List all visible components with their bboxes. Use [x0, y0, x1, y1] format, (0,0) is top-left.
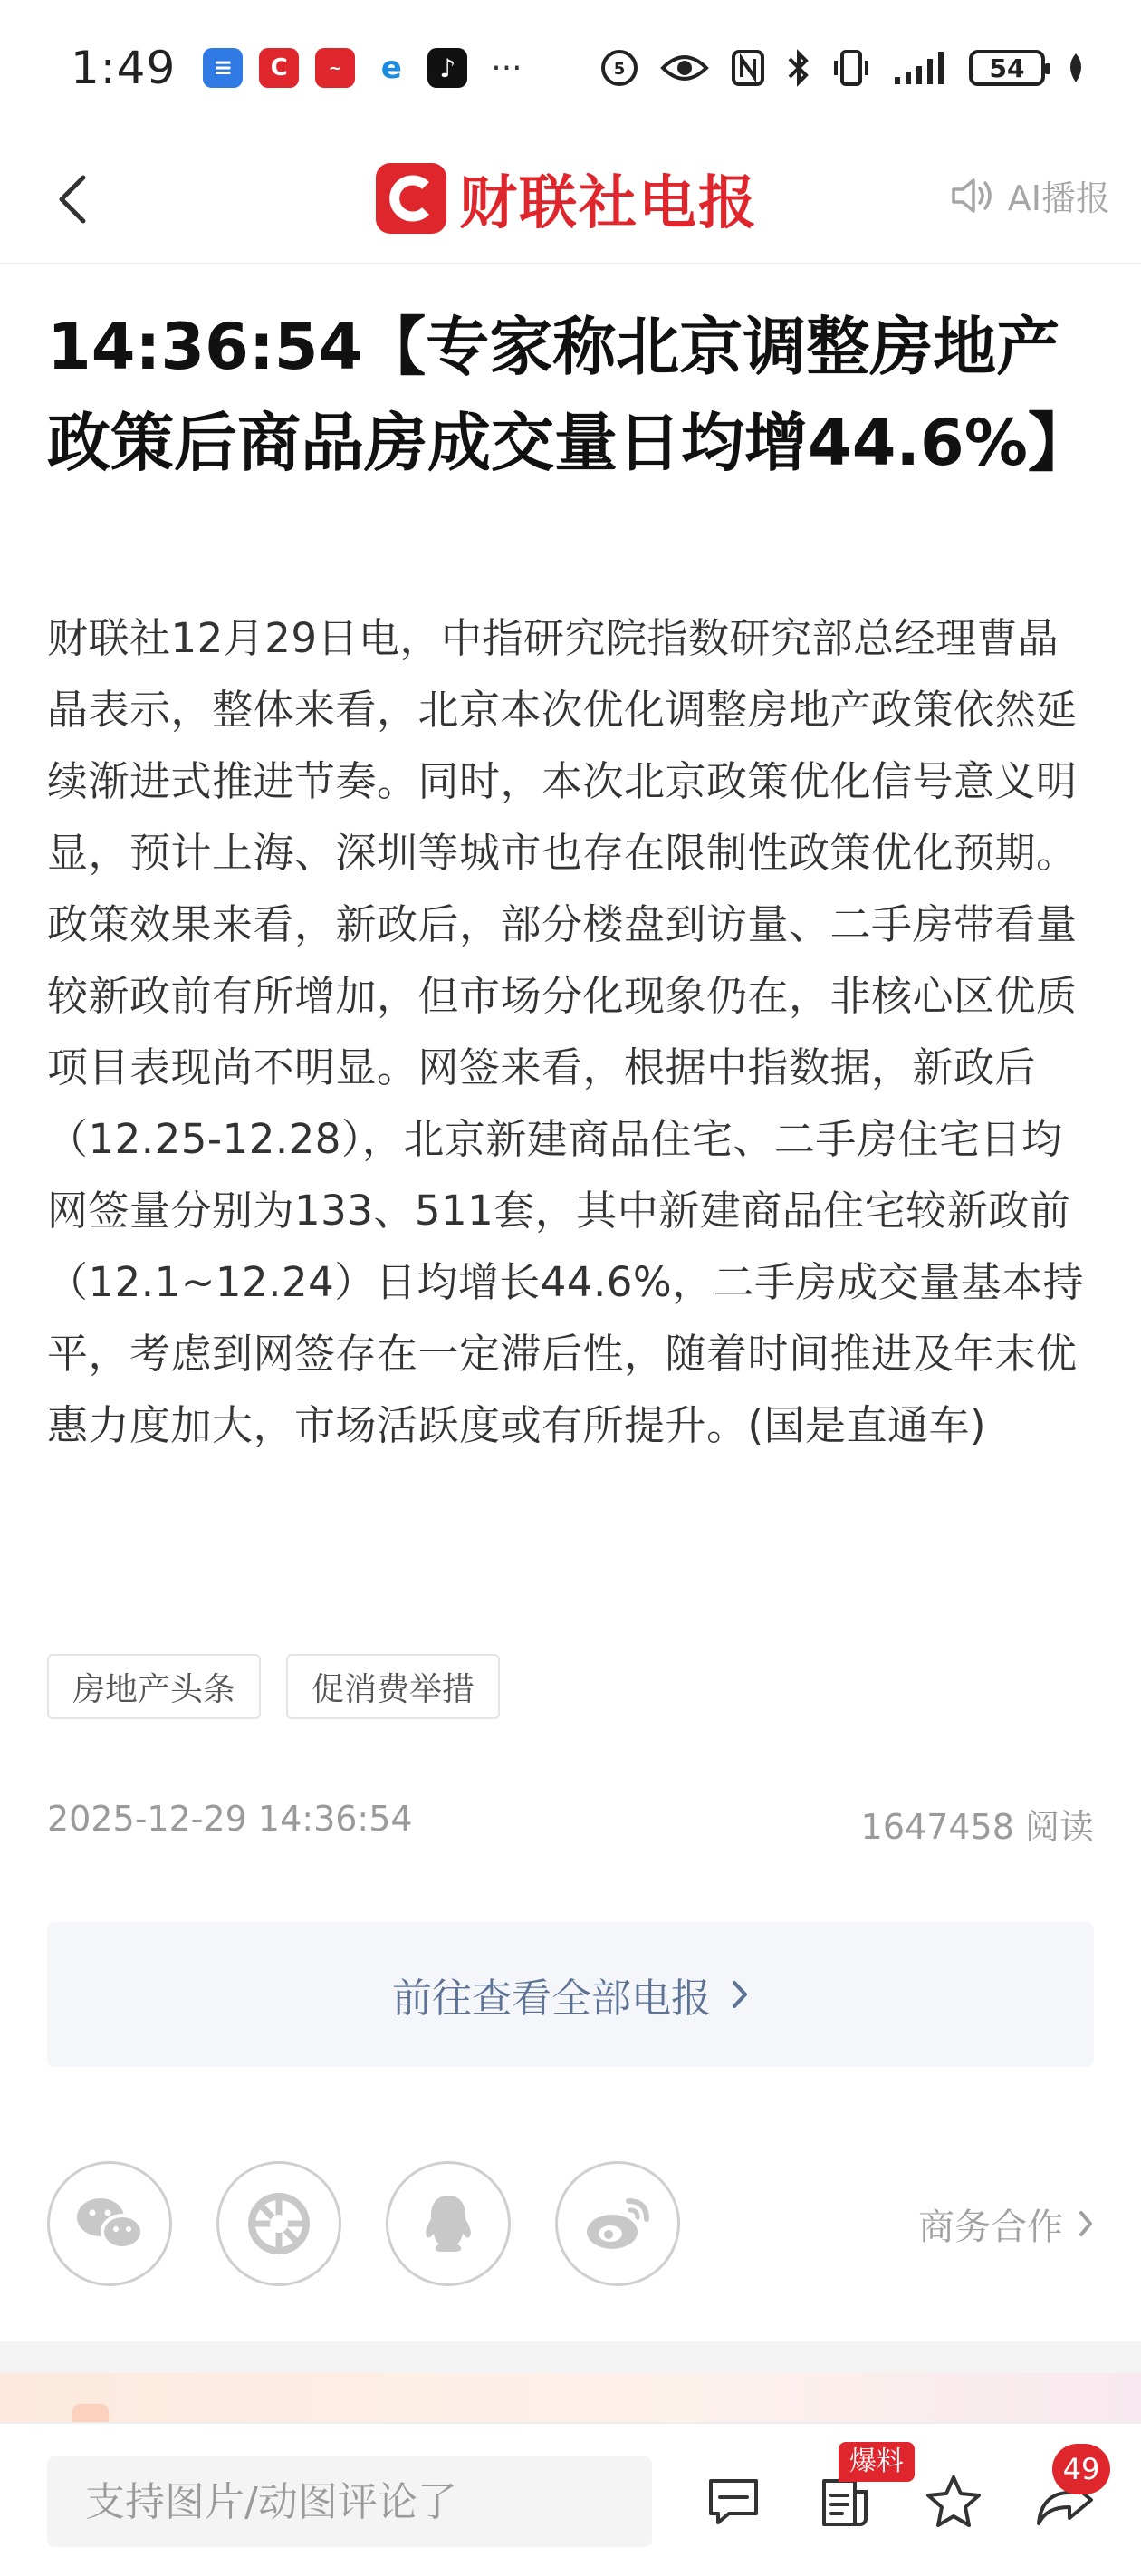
tip-off-badge: 爆料 — [839, 2442, 915, 2482]
tag-real-estate[interactable]: 房地产头条 — [47, 1654, 261, 1719]
star-icon — [925, 2474, 983, 2530]
share-weibo-button[interactable] — [555, 2161, 680, 2286]
wechat-icon — [73, 2194, 146, 2254]
article-meta — [47, 1799, 1094, 1849]
speaker-icon — [950, 176, 995, 216]
bluetooth-icon — [786, 48, 811, 88]
business-cooperation-label: 商务合作 — [918, 2206, 1063, 2248]
cls-app-notification-icon: C — [259, 48, 299, 88]
article-headline: 14:36:54【专家称北京调整房地产政策后商品房成交量日均增44.6%】 — [47, 310, 1091, 480]
share-count-badge: 49 — [1052, 2444, 1110, 2494]
bottom-action-bar — [0, 2422, 1141, 2576]
brand-name: 财联社电报 — [459, 170, 758, 237]
share-wechat-button[interactable] — [47, 2161, 172, 2286]
leaf-icon — [1065, 50, 1087, 86]
system-icons — [599, 48, 1087, 88]
battery-level: 54 — [989, 53, 1025, 83]
tiktok-notification-icon: ♪ — [427, 48, 467, 88]
view-all-telegraph-button[interactable] — [47, 1922, 1094, 2067]
comment-icon — [705, 2475, 762, 2528]
nav-header — [0, 136, 1141, 264]
app-notification-icon: ≡ — [203, 48, 243, 88]
section-divider — [0, 2341, 1141, 2378]
ai-broadcast-button[interactable] — [950, 170, 1110, 220]
hd-icon — [599, 48, 639, 88]
nfc-icon — [730, 48, 766, 88]
weibo-icon — [581, 2194, 654, 2254]
eye-icon — [659, 50, 710, 86]
moments-icon — [247, 2192, 311, 2255]
ai-broadcast-label: AI播报 — [1007, 178, 1110, 218]
share-row — [47, 2160, 1094, 2287]
back-button[interactable] — [36, 163, 109, 235]
publish-datetime: 2025-12-29 14:36:54 — [47, 1799, 413, 1839]
more-notifications-icon: ··· — [491, 49, 523, 87]
status-time: 1:49 — [71, 42, 177, 94]
status-bar — [0, 0, 1141, 136]
battery-icon — [969, 50, 1045, 86]
browser-notification-icon: e — [371, 48, 411, 88]
chevron-right-icon — [1078, 2209, 1094, 2238]
document-icon — [819, 2474, 871, 2530]
stock-app-notification-icon: ~ — [315, 48, 355, 88]
comments-button[interactable] — [697, 2465, 770, 2538]
favorite-button[interactable] — [917, 2465, 990, 2538]
share-qq-button[interactable] — [386, 2161, 511, 2286]
qq-icon — [421, 2192, 475, 2255]
cls-logo-icon — [376, 163, 446, 234]
business-cooperation-link[interactable] — [918, 2198, 1094, 2250]
article-body: 财联社12月29日电，中指研究院指数研究部总经理曹晶晶表示，整体来看，北京本次优化调整房地产政策依然延续渐进式推进节奏。同时，本次北京政策优化信号意义明显，预计上海、深圳等城市也存在限制性政策优化预期。政策效果来看，新政后，部分楼盘到访量、二手房带看量较新政前有所增加，但市场分化现象仍在，非核心区优质项目表现尚不明显。网签来看，根据中指数据，新政后（12.25-12.28），北京新建商品住宅、二手房住宅日均网签量分别为133、511套，其中新建商品住宅较新政前（12.1~12.24）日均增长44.6%，二手房成交量基本持平，考虑到网签存在一定滞后性，随着时间推进及年末优惠力度加大，市场活跃度或有所提升。(国是直通车) — [47, 614, 1085, 1449]
promo-banner[interactable] — [0, 2373, 1141, 2427]
read-count: 1647458 阅读 — [860, 1807, 1094, 1847]
vibrate-icon — [831, 48, 871, 88]
signal-icon — [891, 50, 949, 86]
comment-input[interactable] — [47, 2456, 652, 2547]
article-tags — [47, 1654, 500, 1719]
chevron-right-icon — [731, 1979, 749, 2010]
svg-text:5: 5 — [613, 60, 626, 79]
chevron-left-icon — [56, 174, 89, 225]
notification-icons — [203, 48, 522, 88]
view-all-label: 前往查看全部电报 — [392, 1975, 711, 2022]
tag-consumption[interactable]: 促消费举措 — [286, 1654, 500, 1719]
brand-logo — [376, 158, 758, 239]
share-moments-button[interactable] — [216, 2161, 341, 2286]
